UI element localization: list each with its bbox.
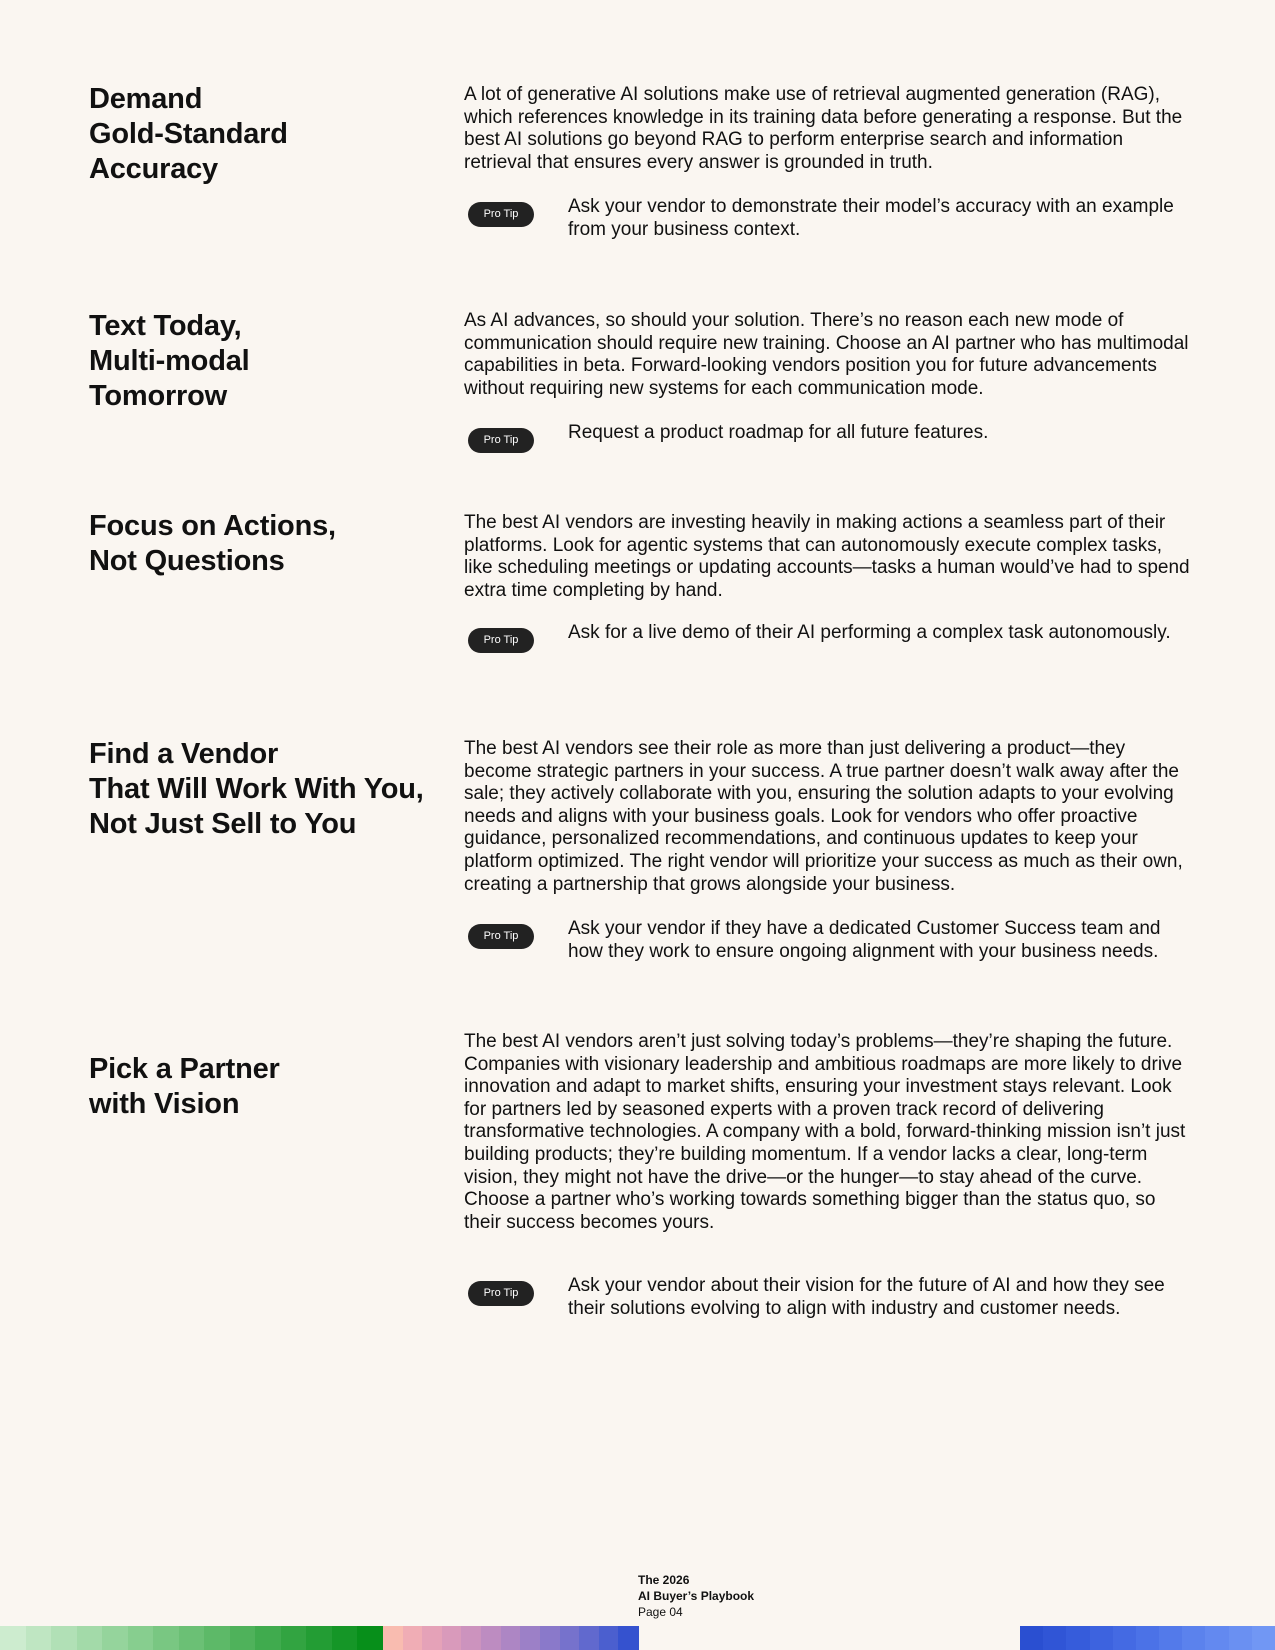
heading-line: with Vision — [89, 1088, 240, 1120]
color-swatch — [1066, 1626, 1090, 1650]
section-body: The best AI vendors see their role as more than just delivering a product—they become strategic partners in your success. A true partner doesn’t walk away after the sale; they actively collaborate with you, ensuring the solution adapts to your evolving needs and aligns with your business goals. Look for vendors who offer proactive guidance, personalized recommendations, and continuous updates to keep your platform optimized. The right vendor will prioritize your success as much as their own, creating a partnership that grows alongside your business. — [464, 738, 1183, 895]
heading-line: Text Today, — [89, 310, 242, 342]
section-heading — [89, 309, 434, 414]
heading-line: Multi-modal — [89, 345, 250, 377]
pro-tip-text: Request a product roadmap for all future features. — [568, 422, 989, 443]
heading-line: Accuracy — [89, 153, 218, 185]
section-body: A lot of generative AI solutions make use of retrieval augmented generation (RAG), which references knowledge in its training data before generating a response. But the best AI solutions go beyond RAG to perform enterprise search and information retrieval that ensures every answer is grounded in truth. — [464, 84, 1183, 173]
pro-tip-text: Ask your vendor about their vision for the future of AI and how they see their solutions evolving to align with industry and customer needs. — [568, 1275, 1165, 1319]
heading-line: Focus on Actions, — [89, 510, 336, 542]
color-swatch — [357, 1626, 383, 1650]
pro-tip-text: Ask your vendor if they have a dedicated Customer Success team and how they work to ensure ongoing alignment with your business needs. — [568, 918, 1161, 962]
color-swatch — [422, 1626, 442, 1650]
section-body: The best AI vendors aren’t just solving today’s problems—they’re shaping the future. Companies with visionary leadership and ambitious roadmaps are more likely to drive innovation and adapt to market shifts, ensuring your investment stays relevant. Look for partners led by seasoned experts with a proven track record of delivering transformative technologies. A company with a bold, forward-thinking mission isn’t just building products; they’re building momentum. If a vendor lacks a clear, long-term vision, they might not have the drive—or the hunger—to stay ahead of the curve. Choose a partner who’s working towards something bigger than the status quo, so their success becomes yours. — [464, 1031, 1186, 1233]
color-swatch — [1252, 1626, 1275, 1650]
pro-tip-badge: Pro Tip — [468, 428, 534, 453]
pro-tip-text: Ask for a live demo of their AI performing a complex task autonomously. — [568, 622, 1171, 643]
color-swatch — [77, 1626, 103, 1650]
color-swatch — [383, 1626, 403, 1650]
color-swatch — [1205, 1626, 1229, 1650]
color-swatch — [1090, 1626, 1114, 1650]
heading-line: Gold-Standard — [89, 118, 288, 150]
section-heading — [89, 509, 434, 579]
color-swatch — [618, 1626, 638, 1650]
heading-line: Not Questions — [89, 545, 285, 577]
color-swatch — [579, 1626, 599, 1650]
color-swatch — [540, 1626, 560, 1650]
color-swatch — [51, 1626, 77, 1650]
color-swatch — [461, 1626, 481, 1650]
color-swatch — [599, 1626, 619, 1650]
heading-line: Pick a Partner — [89, 1053, 280, 1085]
pro-tip-badge: Pro Tip — [468, 1281, 534, 1306]
color-swatch — [26, 1626, 52, 1650]
heading-line: Demand — [89, 83, 203, 115]
color-swatch — [520, 1626, 540, 1650]
color-swatch — [102, 1626, 128, 1650]
heading-line: Tomorrow — [89, 380, 228, 412]
pro-tip-badge: Pro Tip — [468, 628, 534, 653]
heading-line: That Will Work With You, — [89, 773, 424, 805]
color-swatch — [442, 1626, 462, 1650]
page-number: Page 04 — [638, 1605, 683, 1619]
heading-line: Not Just Sell to You — [89, 808, 357, 840]
color-swatch — [501, 1626, 521, 1650]
color-swatch — [1159, 1626, 1183, 1650]
color-swatch-bar — [0, 1626, 1275, 1650]
color-swatch — [255, 1626, 281, 1650]
footer-title-line: AI Buyer’s Playbook — [638, 1589, 755, 1603]
color-swatch — [1182, 1626, 1206, 1650]
color-swatch — [403, 1626, 423, 1650]
section-heading — [89, 82, 434, 187]
color-swatch — [204, 1626, 230, 1650]
color-swatch — [1229, 1626, 1253, 1650]
footer — [638, 1572, 754, 1620]
heading-line: Find a Vendor — [89, 738, 279, 770]
color-swatch — [1136, 1626, 1160, 1650]
color-swatch — [332, 1626, 358, 1650]
color-swatch — [179, 1626, 205, 1650]
color-swatch — [306, 1626, 332, 1650]
color-swatch — [1020, 1626, 1044, 1650]
pro-tip-text: Ask your vendor to demonstrate their model’s accuracy with an example from your business context. — [568, 196, 1174, 240]
color-swatch — [128, 1626, 154, 1650]
color-swatch — [560, 1626, 580, 1650]
color-swatch — [1113, 1626, 1137, 1650]
color-swatch — [281, 1626, 307, 1650]
color-swatch — [481, 1626, 501, 1650]
color-swatch — [153, 1626, 179, 1650]
section-heading — [89, 1052, 434, 1122]
section-body: The best AI vendors are investing heavily in making actions a seamless part of their platforms. Look for agentic systems that can autonomously execute complex tasks, like scheduling meetings or updating accounts—tasks a human would’ve had to spend extra time completing by hand. — [464, 512, 1190, 601]
color-swatch — [1043, 1626, 1067, 1650]
color-swatch — [230, 1626, 256, 1650]
section-body: As AI advances, so should your solution. There’s no reason each new mode of communication should require new training. Choose an AI partner who has multimodal capabilities in beta. Forward-looking vendors position you for future advancements without requiring new systems for each communication mode. — [464, 310, 1189, 399]
section-heading — [89, 737, 434, 842]
pro-tip-badge: Pro Tip — [468, 924, 534, 949]
footer-title-line: The 2026 — [638, 1573, 690, 1587]
pro-tip-badge: Pro Tip — [468, 202, 534, 227]
color-swatch — [0, 1626, 26, 1650]
